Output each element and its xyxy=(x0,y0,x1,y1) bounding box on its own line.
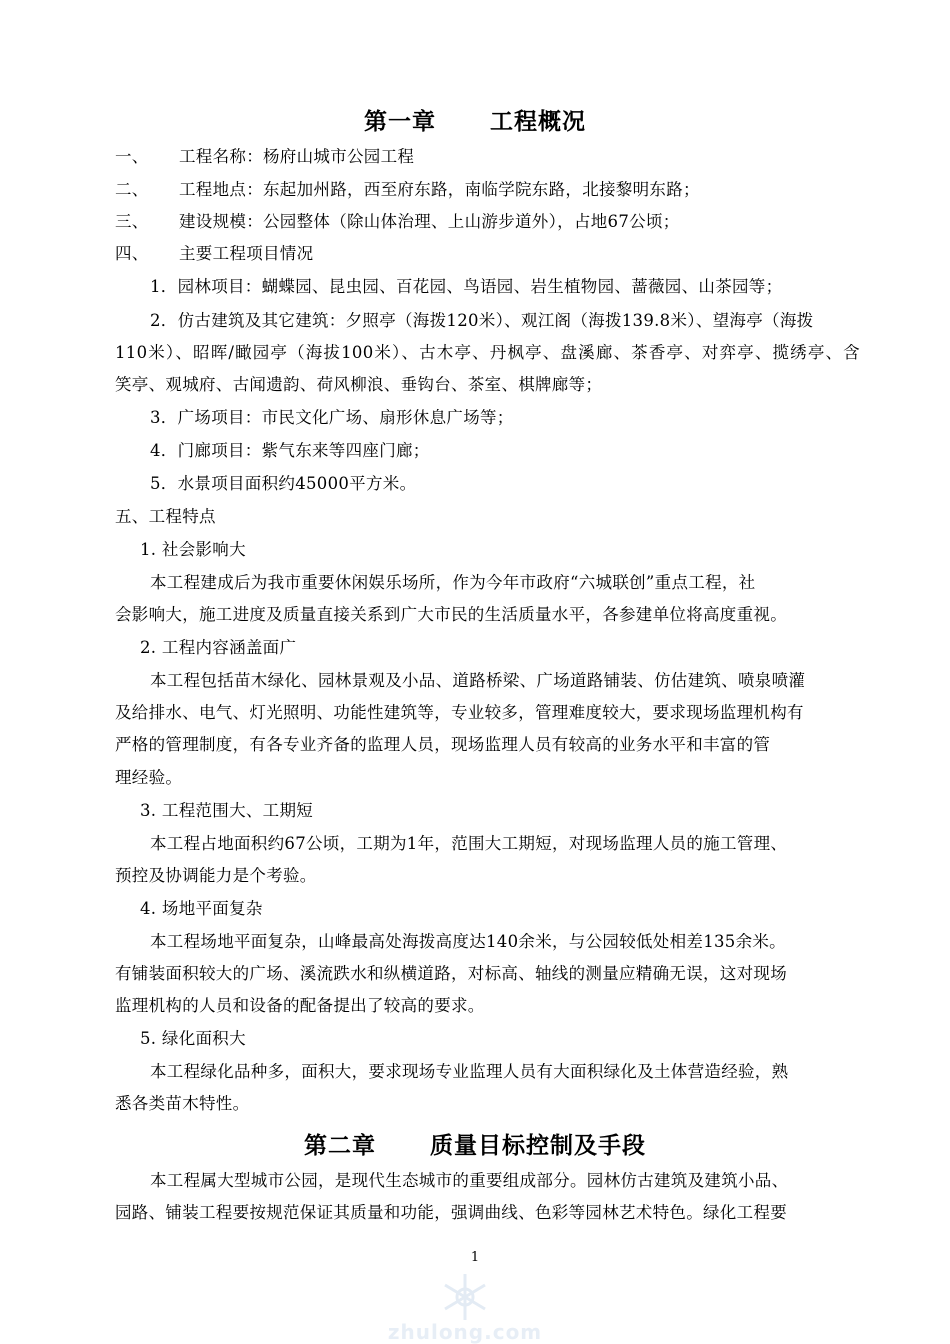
feature-2-line-2: 及给排水、电气、灯光照明、功能性建筑等，专业较多，管理难度较大，要求现场监理机构有 xyxy=(115,703,804,722)
info-number: 三、 xyxy=(115,212,149,231)
feature-2-line-3: 严格的管理制度，有各专业齐备的监理人员，现场监理人员有较高的业务水平和丰富的管 xyxy=(115,735,771,754)
info-text: 建设规模：公园整体（除山体治理、上山游步道外），占地67公顷； xyxy=(179,212,680,231)
chapter-2-line-2: 园路、铺装工程要按规范保证其质量和功能，强调曲线、色彩等园林艺术特色。绿化工程要 xyxy=(115,1203,787,1222)
project-item-1: 1．园林项目：蝴蝶园、昆虫园、百花园、鸟语园、岩生植物园、蔷薇园、山茶园等； xyxy=(150,277,783,296)
info-number: 二、 xyxy=(115,180,149,199)
info-number: 四、 xyxy=(115,244,149,263)
feature-4-line-2: 有铺装面积较大的广场、溪流跌水和纵横道路，对标高、轴线的测量应精确无误，这对现场 xyxy=(115,964,787,983)
feature-3-line-2: 预控及协调能力是个考验。 xyxy=(115,866,317,885)
info-item-2 xyxy=(115,180,700,200)
info-text: 工程名称：杨府山城市公园工程 xyxy=(179,147,415,166)
features-heading: 五、工程特点 xyxy=(115,507,216,526)
info-item-3 xyxy=(115,212,680,232)
info-item-4 xyxy=(115,244,313,264)
project-item-4: 4．门廊项目：紫气东来等四座门廊； xyxy=(150,441,430,460)
watermark xyxy=(385,1268,545,1344)
chapter-2-title: 第二章 质量目标控制及手段 xyxy=(303,1133,647,1159)
feature-3-title: 3. 工程范围大、工期短 xyxy=(140,801,314,820)
chapter-1-title: 第一章 工程概况 xyxy=(363,109,587,135)
feature-2-line-4: 理经验。 xyxy=(115,768,183,787)
page-number: 1 xyxy=(470,1250,480,1265)
feature-5-title: 5. 绿化面积大 xyxy=(140,1029,246,1048)
chapter-2-line-1: 本工程属大型城市公园，是现代生态城市的重要组成部分。园林仿古建筑及建筑小品、 xyxy=(150,1171,789,1190)
feature-1-line-1: 本工程建成后为我市重要休闲娱乐场所，作为今年市政府“六城联创”重点工程，社 xyxy=(150,573,756,592)
project-item-5: 5．水景项目面积约45000平方米。 xyxy=(150,474,417,493)
info-item-1 xyxy=(115,147,414,167)
info-text: 主要工程项目情况 xyxy=(179,244,314,263)
feature-5-line-1: 本工程绿化品种多，面积大，要求现场专业监理人员有大面积绿化及土体营造经验，熟 xyxy=(150,1062,789,1081)
feature-4-title: 4. 场地平面复杂 xyxy=(140,899,263,918)
feature-2-line-1: 本工程包括苗木绿化、园林景观及小品、道路桥梁、广场道路铺装、仿估建筑、喷泉喷灌 xyxy=(150,671,806,690)
feature-5-line-2: 悉各类苗木特性。 xyxy=(115,1094,250,1113)
project-item-2-line-2: 110米）、昭晖/瞰园亭（海拔100米）、古木亭、丹枫亭、盘溪廊、茶香亭、对弈亭、揽绣亭、含 xyxy=(115,343,860,362)
feature-1-line-2: 会影响大，施工进度及质量直接关系到广大市民的生活质量水平，各参建单位将高度重视。 xyxy=(115,605,787,624)
project-item-3: 3．广场项目：市民文化广场、扇形休息广场等； xyxy=(150,408,514,427)
project-item-2-line-1: 2．仿古建筑及其它建筑：夕照亭（海拨120米）、观江阁（海拨139.8米）、望海亭（海拨 xyxy=(150,311,814,330)
watermark-text: zhulong.com xyxy=(387,1320,543,1344)
feature-2-title: 2. 工程内容涵盖面广 xyxy=(140,638,297,657)
project-item-2-line-3: 笑亭、观城府、古闻遗韵、荷风柳浪、垂钩台、茶室、棋牌廊等； xyxy=(115,375,603,394)
snowflake-icon xyxy=(385,1268,545,1324)
feature-3-line-1: 本工程占地面积约67公顷，工期为1年，范围大工期短，对现场监理人员的施工管理、 xyxy=(150,834,788,853)
feature-4-line-1: 本工程场地平面复杂，山峰最高处海拨高度达140余米，与公园较低处相差135余米。 xyxy=(150,932,786,951)
feature-1-title: 1. 社会影响大 xyxy=(140,540,246,559)
info-number: 一、 xyxy=(115,147,149,166)
info-text: 工程地点：东起加州路，西至府东路，南临学院东路，北接黎明东路； xyxy=(179,180,700,199)
feature-4-line-3: 监理机构的人员和设备的配备提出了较高的要求。 xyxy=(115,996,485,1015)
